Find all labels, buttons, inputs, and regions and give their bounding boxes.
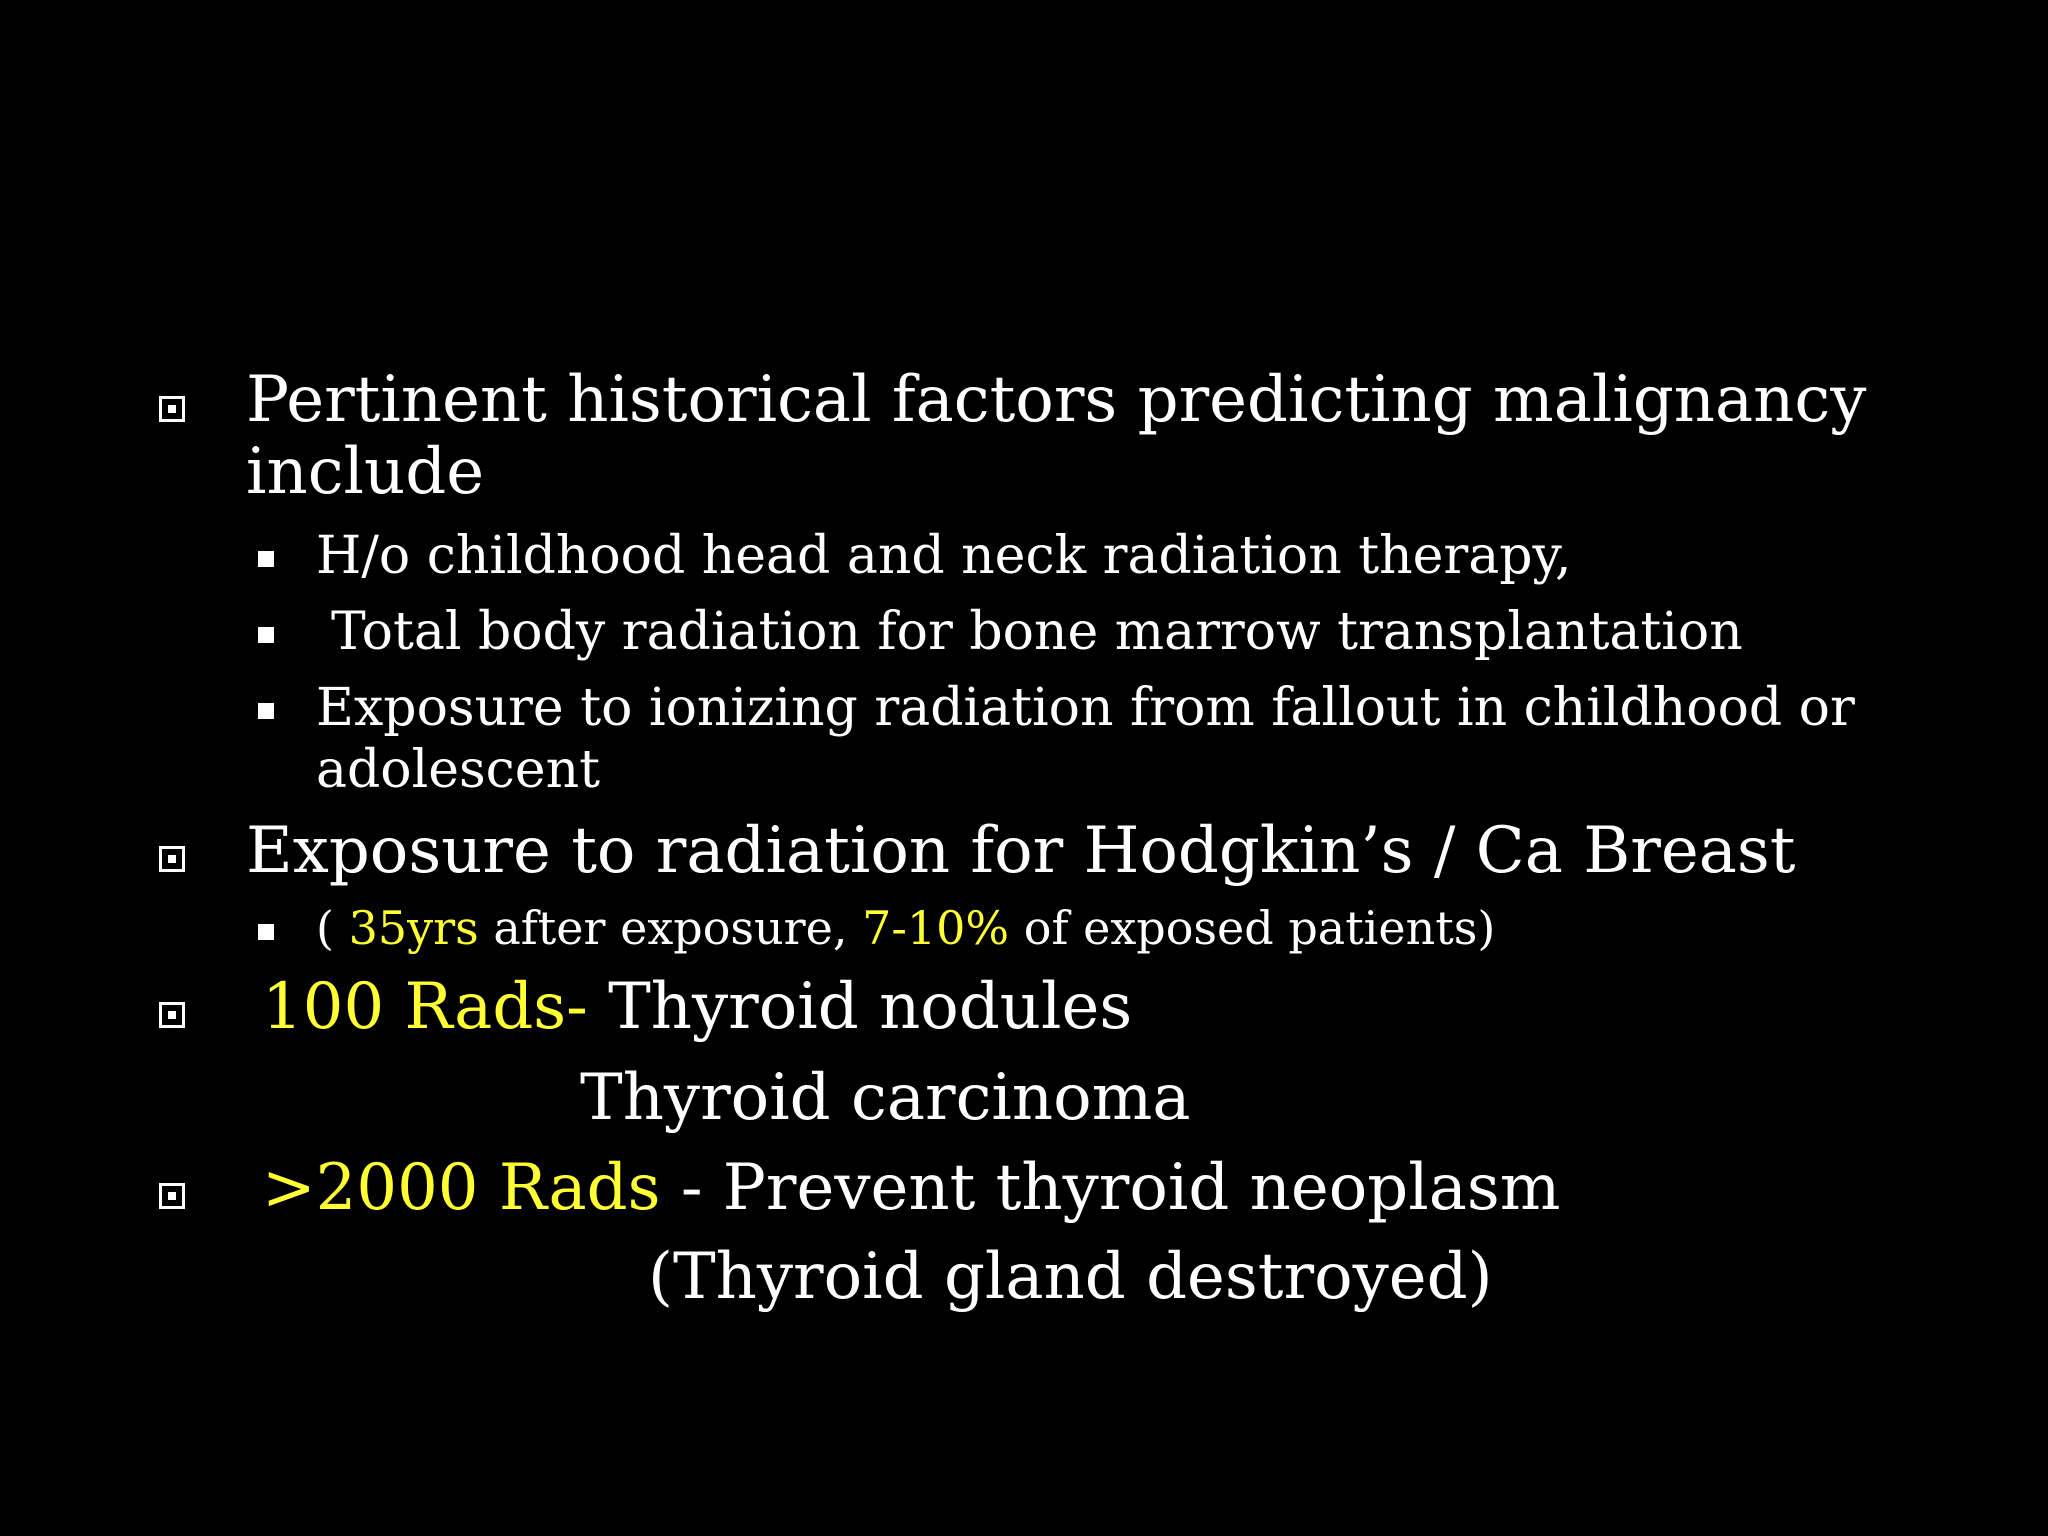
bullet-4-text: - Prevent thyroid neoplasm [660, 1151, 1561, 1225]
bullet-1-text-line-1: Pertinent historical factors predicting malignancy [246, 363, 1867, 437]
sub-bullet-2-1-mid: after exposure, [478, 901, 863, 955]
square-bullet-icon [258, 924, 274, 940]
sub-bullet-2-1-text [316, 901, 1496, 955]
bullet-4-highlight: >2000 Rads [262, 1151, 661, 1225]
bullet-3-highlight: 100 Rads- [262, 970, 588, 1044]
sub-bullet-1-1-text: H/o childhood head and neck radiation therapy, [316, 526, 1572, 586]
sub-bullet-1-3-text-line-1: Exposure to ionizing radiation from fallout in childhood or [316, 678, 1855, 738]
square-bullet-icon [258, 703, 274, 719]
bullet-3-text-line-1 [262, 970, 1133, 1044]
square-bullet-icon [258, 627, 274, 643]
sub-bullet-2-1-years: 35yrs [348, 901, 479, 955]
sub-bullet-2-1-end: of exposed patients) [1009, 901, 1496, 955]
boxed-square-bullet-icon [159, 846, 185, 872]
bullet-4-text-line-2: (Thyroid gland destroyed) [648, 1240, 1493, 1314]
sub-bullet-1-2-text: Total body radiation for bone marrow transplantation [331, 602, 1743, 662]
sub-bullet-2-1-open: ( [316, 901, 349, 955]
boxed-square-bullet-icon [159, 1002, 185, 1028]
bullet-3-text-line-2: Thyroid carcinoma [580, 1061, 1191, 1135]
boxed-square-bullet-icon [159, 396, 185, 422]
sub-bullet-1-3-text-line-2: adolescent [316, 740, 600, 800]
boxed-square-bullet-icon [159, 1183, 185, 1209]
bullet-2-text: Exposure to radiation for Hodgkin’s / Ca Breast [246, 814, 1796, 888]
bullet-3-text: Thyroid nodules [587, 970, 1133, 1044]
sub-bullet-2-1-percent: 7-10% [862, 901, 1010, 955]
bullet-1-text-line-2: include [246, 435, 485, 509]
bullet-4-text-line-1 [262, 1151, 1561, 1225]
square-bullet-icon [258, 551, 274, 567]
